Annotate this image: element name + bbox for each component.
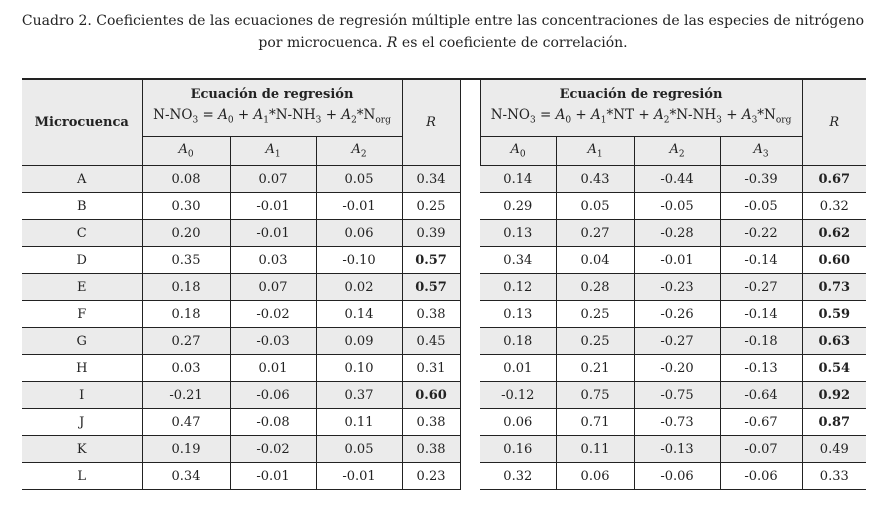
header-microcuenca: Microcuenca xyxy=(22,79,142,166)
table-row xyxy=(22,301,866,328)
cell-b2: -0.06 xyxy=(634,463,720,490)
cell-b2: -0.20 xyxy=(634,355,720,382)
cell-b0: 0.13 xyxy=(480,220,556,247)
cell-b2: -0.26 xyxy=(634,301,720,328)
cell-r2: 0.73 xyxy=(802,274,866,301)
cell-a1: -0.01 xyxy=(230,193,316,220)
cell-r2: 0.87 xyxy=(802,409,866,436)
cell-b1: 0.11 xyxy=(556,436,634,463)
cell-microcuenca: I xyxy=(22,382,142,409)
cell-a1: 0.07 xyxy=(230,166,316,193)
table-caption xyxy=(18,10,868,54)
cell-a2: 0.09 xyxy=(316,328,402,355)
cell-microcuenca: C xyxy=(22,220,142,247)
column-gap xyxy=(460,166,480,193)
cell-b0: 0.06 xyxy=(480,409,556,436)
header-coef-a0-1: $A_0$ xyxy=(142,137,230,166)
cell-microcuenca: D xyxy=(22,247,142,274)
cell-r1: 0.39 xyxy=(402,220,460,247)
cell-b3: -0.22 xyxy=(720,220,802,247)
cell-b1: 0.25 xyxy=(556,328,634,355)
column-gap xyxy=(460,463,480,490)
header-equation-1 xyxy=(142,79,402,137)
cell-a0: 0.27 xyxy=(142,328,230,355)
cell-r1: 0.60 xyxy=(402,382,460,409)
cell-a0: 0.35 xyxy=(142,247,230,274)
cell-r2: 0.59 xyxy=(802,301,866,328)
cell-r2: 0.60 xyxy=(802,247,866,274)
table-row xyxy=(22,409,866,436)
cell-r1: 0.38 xyxy=(402,301,460,328)
cell-r1: 0.57 xyxy=(402,274,460,301)
cell-r2: 0.63 xyxy=(802,328,866,355)
cell-r1: 0.34 xyxy=(402,166,460,193)
cell-b1: 0.06 xyxy=(556,463,634,490)
equation-title-2: Ecuación de regresión xyxy=(559,87,723,103)
cell-a2: 0.10 xyxy=(316,355,402,382)
cell-a1: -0.02 xyxy=(230,436,316,463)
cell-b0: -0.12 xyxy=(480,382,556,409)
cell-a0: 0.19 xyxy=(142,436,230,463)
cell-a0: 0.20 xyxy=(142,220,230,247)
cell-b2: -0.01 xyxy=(634,247,720,274)
cell-b1: 0.43 xyxy=(556,166,634,193)
table-row xyxy=(22,220,866,247)
cell-b0: 0.18 xyxy=(480,328,556,355)
cell-a0: 0.47 xyxy=(142,409,230,436)
cell-b1: 0.05 xyxy=(556,193,634,220)
column-gap xyxy=(460,436,480,463)
cell-b1: 0.04 xyxy=(556,247,634,274)
header-coef-a1-2: $A_1$ xyxy=(556,137,634,166)
cell-b1: 0.75 xyxy=(556,382,634,409)
cell-r1: 0.31 xyxy=(402,355,460,382)
cell-r2: 0.54 xyxy=(802,355,866,382)
cell-b2: -0.23 xyxy=(634,274,720,301)
cell-b2: -0.73 xyxy=(634,409,720,436)
cell-r2: 0.67 xyxy=(802,166,866,193)
header-coef-a3-2: $A_3$ xyxy=(720,137,802,166)
cell-b3: -0.64 xyxy=(720,382,802,409)
caption-r-symbol: R xyxy=(386,35,398,51)
cell-b3: -0.67 xyxy=(720,409,802,436)
cell-a0: 0.34 xyxy=(142,463,230,490)
cell-b0: 0.12 xyxy=(480,274,556,301)
cell-a2: 0.14 xyxy=(316,301,402,328)
equation-formula-1: $N-NO_3 = A_0 + A_1*N-NH_3 + A_2*N_{org}$ xyxy=(153,107,391,126)
cell-a2: -0.01 xyxy=(316,193,402,220)
cell-microcuenca: E xyxy=(22,274,142,301)
cell-a0: 0.18 xyxy=(142,301,230,328)
cell-b2: -0.28 xyxy=(634,220,720,247)
cell-b0: 0.29 xyxy=(480,193,556,220)
cell-b0: 0.34 xyxy=(480,247,556,274)
cell-b1: 0.21 xyxy=(556,355,634,382)
cell-b1: 0.28 xyxy=(556,274,634,301)
cell-a1: 0.03 xyxy=(230,247,316,274)
cell-a1: 0.07 xyxy=(230,274,316,301)
table-row xyxy=(22,247,866,274)
equation-formula-2: $N-NO_3 = A_0 + A_1*NT + A_2*N-NH_3 + A_3*N_{org}$ xyxy=(490,107,792,126)
cell-a2: -0.10 xyxy=(316,247,402,274)
regression-coefficients-table xyxy=(22,78,866,490)
cell-a2: 0.05 xyxy=(316,436,402,463)
cell-a1: -0.02 xyxy=(230,301,316,328)
cell-microcuenca: H xyxy=(22,355,142,382)
table-row xyxy=(22,166,866,193)
cell-a1: 0.01 xyxy=(230,355,316,382)
cell-b2: -0.13 xyxy=(634,436,720,463)
cell-b0: 0.01 xyxy=(480,355,556,382)
cell-b3: -0.14 xyxy=(720,301,802,328)
table-row xyxy=(22,274,866,301)
cell-r1: 0.57 xyxy=(402,247,460,274)
cell-b2: -0.44 xyxy=(634,166,720,193)
cell-b3: -0.05 xyxy=(720,193,802,220)
table-row xyxy=(22,463,866,490)
header-coef-a2-1: $A_2$ xyxy=(316,137,402,166)
cell-b3: -0.13 xyxy=(720,355,802,382)
header-coef-a0-2: $A_0$ xyxy=(480,137,556,166)
cell-b2: -0.27 xyxy=(634,328,720,355)
header-coef-a2-2: $A_2$ xyxy=(634,137,720,166)
caption-text-before: Cuadro 2. Coeficientes de las ecuaciones de regresión múltiple entre las concentraciones de las especies de nitrógeno por microcuenca. xyxy=(21,13,865,51)
cell-a2: -0.01 xyxy=(316,463,402,490)
cell-b0: 0.14 xyxy=(480,166,556,193)
cell-a1: -0.08 xyxy=(230,409,316,436)
table-row xyxy=(22,382,866,409)
cell-b0: 0.13 xyxy=(480,301,556,328)
cell-b3: -0.18 xyxy=(720,328,802,355)
cell-microcuenca: J xyxy=(22,409,142,436)
table-body xyxy=(22,166,866,490)
cell-b3: -0.39 xyxy=(720,166,802,193)
table-row xyxy=(22,193,866,220)
cell-b3: -0.06 xyxy=(720,463,802,490)
table-row xyxy=(22,436,866,463)
cell-a1: -0.03 xyxy=(230,328,316,355)
cell-r2: 0.33 xyxy=(802,463,866,490)
column-gap xyxy=(460,355,480,382)
cell-a2: 0.11 xyxy=(316,409,402,436)
cell-a0: -0.21 xyxy=(142,382,230,409)
header-coef-a1-1: $A_1$ xyxy=(230,137,316,166)
header-r-1: R xyxy=(402,79,460,166)
cell-r2: 0.62 xyxy=(802,220,866,247)
column-gap xyxy=(460,274,480,301)
cell-r1: 0.38 xyxy=(402,409,460,436)
cell-microcuenca: A xyxy=(22,166,142,193)
cell-microcuenca: G xyxy=(22,328,142,355)
caption-text-after: es el coeficiente de correlación. xyxy=(401,35,628,51)
cell-a1: -0.01 xyxy=(230,220,316,247)
cell-a2: 0.05 xyxy=(316,166,402,193)
cell-b1: 0.71 xyxy=(556,409,634,436)
cell-r1: 0.45 xyxy=(402,328,460,355)
header-r-2: R xyxy=(802,79,866,166)
cell-b2: -0.75 xyxy=(634,382,720,409)
cell-microcuenca: F xyxy=(22,301,142,328)
cell-a0: 0.18 xyxy=(142,274,230,301)
column-gap-header xyxy=(460,79,480,166)
cell-b3: -0.27 xyxy=(720,274,802,301)
cell-r1: 0.25 xyxy=(402,193,460,220)
column-gap xyxy=(460,247,480,274)
cell-a0: 0.08 xyxy=(142,166,230,193)
cell-a1: -0.01 xyxy=(230,463,316,490)
cell-a2: 0.06 xyxy=(316,220,402,247)
cell-r2: 0.32 xyxy=(802,193,866,220)
cell-a0: 0.03 xyxy=(142,355,230,382)
column-gap xyxy=(460,220,480,247)
table-row xyxy=(22,328,866,355)
cell-a2: 0.02 xyxy=(316,274,402,301)
cell-b0: 0.32 xyxy=(480,463,556,490)
cell-b1: 0.27 xyxy=(556,220,634,247)
cell-b1: 0.25 xyxy=(556,301,634,328)
header-equation-2 xyxy=(480,79,802,137)
cell-microcuenca: B xyxy=(22,193,142,220)
cell-b3: -0.14 xyxy=(720,247,802,274)
equation-title-1: Ecuación de regresión xyxy=(190,87,354,103)
table-row xyxy=(22,355,866,382)
column-gap xyxy=(460,301,480,328)
column-gap xyxy=(460,193,480,220)
cell-r1: 0.23 xyxy=(402,463,460,490)
cell-r2: 0.92 xyxy=(802,382,866,409)
cell-a2: 0.37 xyxy=(316,382,402,409)
cell-microcuenca: L xyxy=(22,463,142,490)
cell-r1: 0.38 xyxy=(402,436,460,463)
cell-r2: 0.49 xyxy=(802,436,866,463)
cell-b3: -0.07 xyxy=(720,436,802,463)
cell-a0: 0.30 xyxy=(142,193,230,220)
cell-b2: -0.05 xyxy=(634,193,720,220)
cell-a1: -0.06 xyxy=(230,382,316,409)
cell-b0: 0.16 xyxy=(480,436,556,463)
column-gap xyxy=(460,382,480,409)
column-gap xyxy=(460,409,480,436)
column-gap xyxy=(460,328,480,355)
cell-microcuenca: K xyxy=(22,436,142,463)
